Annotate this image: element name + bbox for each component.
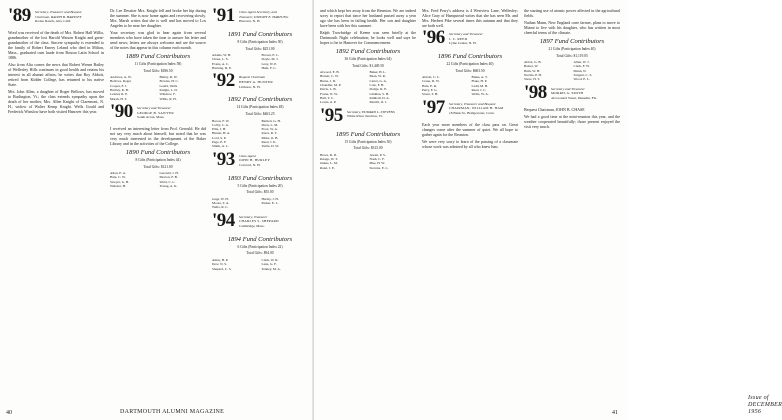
class-note: Dr. Lee Dessiter Mrs. Knight fell and broke her hip during the summer. She is now home again and recovering slowly. Mrs. Marsh writes that she is well and has moved to Los Angeles to be near her daughter. xyxy=(110,8,206,28)
right-column-3 xyxy=(524,8,620,406)
class-year: '90 xyxy=(110,100,133,122)
class-heading xyxy=(320,104,416,128)
contributor-name: Sloan, T. H. xyxy=(422,92,439,97)
contributor-name: Glidden, S. H. xyxy=(369,91,389,96)
contributor-name: Cooper, F. J. xyxy=(110,83,128,88)
class-officers: Class Agent JOHN H. HURLEY Concord, N. H. xyxy=(239,153,271,167)
fund-gifts-count: 36 Gifts (Participation Index 64) xyxy=(344,57,392,61)
contributor-name: Adams, W. H. xyxy=(212,53,232,58)
contributor-name: Allen, E. A. xyxy=(110,171,127,176)
contributor-name: Brown, E. L. xyxy=(261,53,280,58)
contributor-name: Hartley, R. B. xyxy=(110,88,129,93)
contributor-name: Atwood, E. B. xyxy=(320,70,340,75)
contributor-name: Knox, R. T. xyxy=(261,131,278,136)
class-year: '91 xyxy=(212,5,235,26)
class-officers: Class Agent Secretary, and Treasurer, DWIGHT E. HARTUNG Hanover, N. H. xyxy=(239,10,289,24)
left-column-2 xyxy=(110,8,206,406)
contributor-name: Willis, R. H. xyxy=(159,96,177,101)
contributor-name: Winslow, F. xyxy=(159,92,176,97)
fund-gifts-total: Total Gifts: $251.00 xyxy=(245,46,275,51)
class-officers: Secretary, Treasurer CHARLES S. SHEPARD Cambridge, Mass. xyxy=(239,214,279,228)
class-note: Nathan Mann, New England cone farmer, plans to move to Miami to live with his daughter, who has written in most cheerful terms of the climate. xyxy=(524,20,620,35)
contributor-name: Frost, W. A. xyxy=(261,127,278,132)
fund-contributors-title: 1897 Fund Contributors xyxy=(539,38,605,45)
fund-gifts-total: Total Gifts: $55.00 xyxy=(246,190,274,195)
class-year: '93 xyxy=(212,148,235,170)
class-note: Mrs. John Allen, a daughter of Roger Bellows, has moved to Burlington, Vt.; the class extends sympathy upon the death of her mother, Mrs. Allen Knight of Claremont, N. H., widow of Walter Kemp Knight. Wells Gould and Frederick Winslow have both visited Hanover this year. xyxy=(8,89,104,114)
class-officers: Secretary, Treasurer and Bequest Chairman, RALPH B. HARTLEY Rodeo Ranch, Alta, Calif. xyxy=(35,10,82,24)
contributor-name: Snow, H. T. xyxy=(524,77,540,82)
contributor-name: Nash, C. F. xyxy=(369,157,385,162)
left-column-1 xyxy=(8,5,104,406)
class-note: Bequest Chairman, JOHN B. CHASE xyxy=(524,106,585,112)
contributor-list xyxy=(110,171,206,188)
contributor-name: Ham, W. H. xyxy=(524,68,541,73)
contributor-name: Baker, H. L. xyxy=(369,70,387,75)
contributor-name: Tenney, M. A. xyxy=(261,266,281,271)
contributor-name: Davis, L. B. xyxy=(320,87,337,92)
right-column-1 xyxy=(320,8,416,406)
contributor-name: Baxter, W. xyxy=(524,64,539,69)
issue-footer: Issue of DECEMBER 1956 xyxy=(748,395,782,415)
contributor-name: Morton, F. B. xyxy=(159,175,178,180)
class-heading xyxy=(212,209,308,233)
contributor-name: Smith, A. L. xyxy=(212,144,229,149)
contributor-name: Lane, G. F. xyxy=(261,262,277,267)
contributor-name: Webster, H. xyxy=(110,184,126,189)
fund-gifts-count: 5 Gifts (Participation Index 20) xyxy=(237,183,283,188)
fund-gifts-count: 6 Gifts (Participation Index 22) xyxy=(237,244,283,249)
contributor-list xyxy=(320,70,416,104)
contributor-list xyxy=(524,60,620,81)
fund-gifts-count: 11 Gifts (Participation Index 58) xyxy=(134,62,182,66)
right-page xyxy=(314,0,782,420)
contributor-name: Tuttle, D. W. xyxy=(261,144,279,149)
contributor-name: Reed, J. C. xyxy=(471,88,487,93)
class-officers: Secretary, Treasurer and Bequest CHAIRMAN, WILLIAM H. HAM 18 Bank St., Bridgewater, Conn. xyxy=(449,101,504,115)
fund-contributors-title: 1894 Fund Contributors xyxy=(227,235,293,243)
fund-contributors-title: 1889 Fund Contributors xyxy=(125,53,191,60)
contributor-list xyxy=(212,53,308,70)
contributor-name: Drew, L. M. xyxy=(261,122,279,127)
class-heading xyxy=(8,5,104,28)
fund-gifts-total: Total Gifts: $121.00 xyxy=(143,164,173,169)
page-number: 41 xyxy=(612,410,618,416)
contributor-name: Sargent, C. S. xyxy=(573,73,593,78)
left-page xyxy=(0,0,314,420)
contributor-name: Ellis, J. H. xyxy=(212,127,227,132)
contributor-list xyxy=(212,197,308,210)
class-year: '92 xyxy=(212,70,235,92)
class-note: Word was received of the death of Mrs. Robert Hall Willis, grandmother of the lost Harold Watson Knight and great-grandmother of the class. Sincere sympathy is extended to the family of Robert Emery Leland who died in Milton, Mass., graduated cum laude from Boston Latin School in 1886. xyxy=(8,30,104,60)
contributor-name: Hunter, H. A. xyxy=(212,131,231,136)
class-heading xyxy=(110,100,206,124)
contributor-name: Page, E. F. xyxy=(212,140,227,145)
contributor-name: Bacon, F. W. xyxy=(212,118,230,123)
contributor-name: Ladd, M. B. xyxy=(471,83,488,88)
contributor-name: Young, A. K. xyxy=(159,184,178,189)
fund-gifts-total: Total Gifts: $1,119.05 xyxy=(556,53,588,58)
class-note: Ralph Trowbridge of Keene was seen briefly at the Dartmouth Night celebration; he looks well and says he hopes to be in Hanover for Commencement. xyxy=(320,30,416,45)
contributor-name: Hale, C. W. xyxy=(110,175,126,180)
class-officers: Bequest Chairman HENRY A. HUNTER Littleton, N. H. xyxy=(239,75,273,89)
class-note: We had a good time at the mini-reunion this year, and the weather cooperated beautifully; those present enjoyed the visit very much. xyxy=(524,113,620,129)
fund-contributors-title: 1895 Fund Contributors xyxy=(335,130,401,138)
contributor-name: Pike, H. W. xyxy=(369,161,386,166)
contributor-name: Kimball, D. A. xyxy=(369,95,390,100)
contributor-name: Crane, D. W. xyxy=(422,79,440,84)
class-heading xyxy=(422,96,518,120)
right-column-2 xyxy=(422,8,518,406)
contributor-name: Blake, A. T. xyxy=(471,75,488,80)
class-heading xyxy=(212,148,308,172)
contributor-list xyxy=(110,75,206,101)
class-note: and which kept her away from the Reunion. We are indeed sorry to report that since her husband passed away a year ago she has been in failing health. Her son and daughter have been with her this summer. xyxy=(320,8,416,28)
contributor-name: Hall, T. C. xyxy=(320,95,335,100)
contributor-name: Bowles, H. C. xyxy=(159,79,179,84)
contributor-name: Marsh, H. T. xyxy=(110,96,128,101)
contributor-name: Howe, R. D. xyxy=(320,152,338,157)
fund-gifts-count: 15 Gifts (Participation Index 30) xyxy=(344,139,392,144)
class-note: I received an interesting letter from Prof. Gerould. He did not say very much about himself, but noted that he was very much interested in the development of the Baker Library and in the activities of the College. xyxy=(110,125,206,146)
contributor-name: Oakes, L. M. xyxy=(320,161,338,166)
fund-gifts-total: Total Gifts: $463.25 xyxy=(245,111,275,116)
contributor-name: Gerould, J. H. xyxy=(159,171,179,176)
class-note: Your secretary was glad to hear again from several members who have taken the time to answer his letter and send news; letters are always welcome and are the source of the notes that appear in this column each month. xyxy=(110,30,206,50)
contributor-name: Clark, W. R. xyxy=(261,257,279,262)
contributor-name: Merrill, O. J. xyxy=(369,100,388,105)
class-heading xyxy=(422,27,518,50)
class-note: Each year more members of the class pass on. Great changes come after the summer of quiet. We all hope to gather again for the Reunion. xyxy=(422,121,518,137)
fund-gifts-count: 22 Gifts (Participation Index 40) xyxy=(446,62,494,66)
contributor-name: Ames, H. P. xyxy=(212,257,229,262)
class-heading xyxy=(524,81,620,105)
contributor-name: Barrett, C. W. xyxy=(320,74,339,79)
class-note: Mrs. Fred Perry's address is 4 Westview Lane, Wellesley; Alice Gray of Hampstead writes that she has seen Mr. and Mrs. Herbert Pike several times this autumn and that they are both well. xyxy=(422,8,518,28)
class-year: '96 xyxy=(422,27,445,48)
fund-gifts-count: 8 Gifts (Participation Index 50) xyxy=(237,40,283,44)
contributor-name: Miles, O. B. xyxy=(261,135,279,140)
contributor-list xyxy=(320,153,416,170)
class-officers: Secretary and Treasurer J. C. REED Lyme Center, N. H. xyxy=(449,32,483,46)
contributor-name: Parker, E. L. xyxy=(261,201,279,206)
contributor-name: Bailey, R. W. xyxy=(159,75,178,80)
contributor-name: Abbot, G. B. xyxy=(524,60,542,65)
class-note: the starting use of atomic power affected in the agricultural fields. xyxy=(524,8,620,18)
contributor-name: Clark, F. W. xyxy=(573,64,590,69)
class-officers: Secretary and Treasurer GEORGE B. SAWYER South Acton, Mass. xyxy=(137,105,174,120)
class-officers: Secretary, EDWARD L. STEVENS White River Junction, Vt. xyxy=(347,109,395,119)
contributor-name: Hartung, D. E. xyxy=(212,66,232,71)
contributor-name: Shepard, C. S. xyxy=(212,266,232,271)
class-note: We were very sorry to learn of the passing of a classmate whose work was admired by all who knew him. xyxy=(422,138,518,149)
class-year: '95 xyxy=(320,104,343,126)
contributor-name: Mann, N. xyxy=(573,68,587,73)
contributor-name: Allen, W. J. xyxy=(573,60,590,65)
contributor-name: Lord, S. P. xyxy=(212,135,227,140)
fund-gifts-total: Total Gifts: $603.50 xyxy=(455,68,485,73)
contributor-name: Ward, C. L. xyxy=(159,179,176,184)
fund-contributors-title: 1890 Fund Contributors xyxy=(125,148,191,156)
contributor-name: Abbott, C. L. xyxy=(422,75,440,80)
fund-gifts-count: 8 Gifts (Participation Index 44) xyxy=(135,157,181,162)
contributor-name: Burns, J. D. xyxy=(320,78,337,83)
fund-gifts-total: Total Gifts: $94.00 xyxy=(246,251,274,256)
contributor-name: Bellows, Roger xyxy=(110,79,132,84)
contributor-name: Bean, W. R. xyxy=(369,74,386,79)
contributor-name: Webb, W. A. xyxy=(471,92,489,97)
contributor-list xyxy=(212,119,308,149)
class-year: '98 xyxy=(524,81,547,103)
contributor-name: Hurley, J. H. xyxy=(261,196,279,201)
contributor-name: Chandler, M. P. xyxy=(320,83,342,88)
contributor-name: Lewis, A. P. xyxy=(320,100,337,105)
fund-contributors-title: 1896 Fund Contributors xyxy=(437,53,503,60)
contributor-name: Evans, A. C. xyxy=(212,61,230,66)
contributor-name: Gould, Wells xyxy=(159,83,178,88)
contributor-name: Leland, R. E. xyxy=(110,92,128,97)
contributor-list xyxy=(212,258,308,271)
contributor-name: Stevens, E. L. xyxy=(369,165,389,170)
class-note: Also from Alta comes the news that Robert Wrenn Bailey of Wellesley Hills continues in good health and retains his interest in all alumni affairs; he writes that Roy Abbott, retired from Kidder College, has returned to his native State. xyxy=(8,62,104,87)
contributor-name: Bartlett, G. H. xyxy=(261,118,281,123)
contributor-name: Rand, J. E. xyxy=(320,165,335,170)
contributor-name: Wells, R. C. xyxy=(212,205,229,210)
fund-gifts-total: Total Gifts: $186.50 xyxy=(143,68,173,73)
contributor-name: Fiske, H. P. xyxy=(471,79,488,84)
contributor-list xyxy=(422,75,518,96)
contributor-name: Dodge, R. E. xyxy=(369,87,388,92)
contributor-name: Nevins, P. H. xyxy=(524,73,542,78)
fund-gifts-total: Total Gifts: $1,449.50 xyxy=(352,63,384,68)
page-number: 40 xyxy=(6,410,12,416)
fund-gifts-count: 21 Gifts (Participation Index 40) xyxy=(548,47,596,51)
contributor-name: Hale, E. R. xyxy=(422,83,437,88)
contributor-name: Dow, N. S. xyxy=(212,262,227,267)
contributor-name: Perry, F. G. xyxy=(422,88,438,93)
contributor-name: Cole, F. H. xyxy=(369,83,385,88)
left-column-3 xyxy=(212,5,308,406)
fund-gifts-total: Total Gifts: $315.00 xyxy=(353,146,383,151)
contributor-name: Moore, T. A. xyxy=(212,201,230,206)
class-year: '97 xyxy=(422,96,445,118)
magazine-footer: DARTMOUTH ALUMNI MAGAZINE xyxy=(120,409,225,415)
contributor-name: Carter, G. A. xyxy=(369,78,387,83)
contributor-name: Knapp, W. T. xyxy=(320,157,338,162)
contributor-name: Wood, E. L. xyxy=(573,77,590,82)
fund-contributors-title: 1892 Fund Contributors xyxy=(335,48,401,55)
fund-contributors-title: 1892 Fund Contributors xyxy=(227,96,293,104)
contributor-name: Gage, W. H. xyxy=(212,196,229,201)
contributor-name: Hunt, F. C. xyxy=(261,66,277,71)
contributor-name: Chase, L. S. xyxy=(212,57,229,62)
class-year: '89 xyxy=(8,5,31,26)
contributor-name: Sawyer, G. B. xyxy=(110,179,129,184)
contributor-name: Doyle, M. J. xyxy=(261,57,279,62)
class-officers: Secretary and Treasurer MORRIS A. SMITH 44 Leonard Street, Dunedin, Fla. xyxy=(551,86,597,100)
contributor-name: Andrews, A. W. xyxy=(110,75,132,80)
class-year: '94 xyxy=(212,209,235,231)
contributor-name: Gray, W. P. xyxy=(261,61,277,66)
class-heading xyxy=(212,70,308,93)
fund-contributors-title: 1891 Fund Contributors xyxy=(227,31,293,38)
contributor-name: Foster, N. W. xyxy=(320,91,338,96)
fund-contributors-title: 1893 Fund Contributors xyxy=(227,174,293,182)
class-heading xyxy=(212,5,308,28)
contributor-name: Knight, L. D. xyxy=(159,88,178,93)
fund-gifts-count: 14 Gifts (Participation Index 48) xyxy=(236,105,284,110)
contributor-name: Colby, C. A. xyxy=(212,122,229,127)
contributor-name: Jewett, P. S. xyxy=(369,152,386,157)
contributor-name: Reed, J. K. xyxy=(261,140,277,145)
